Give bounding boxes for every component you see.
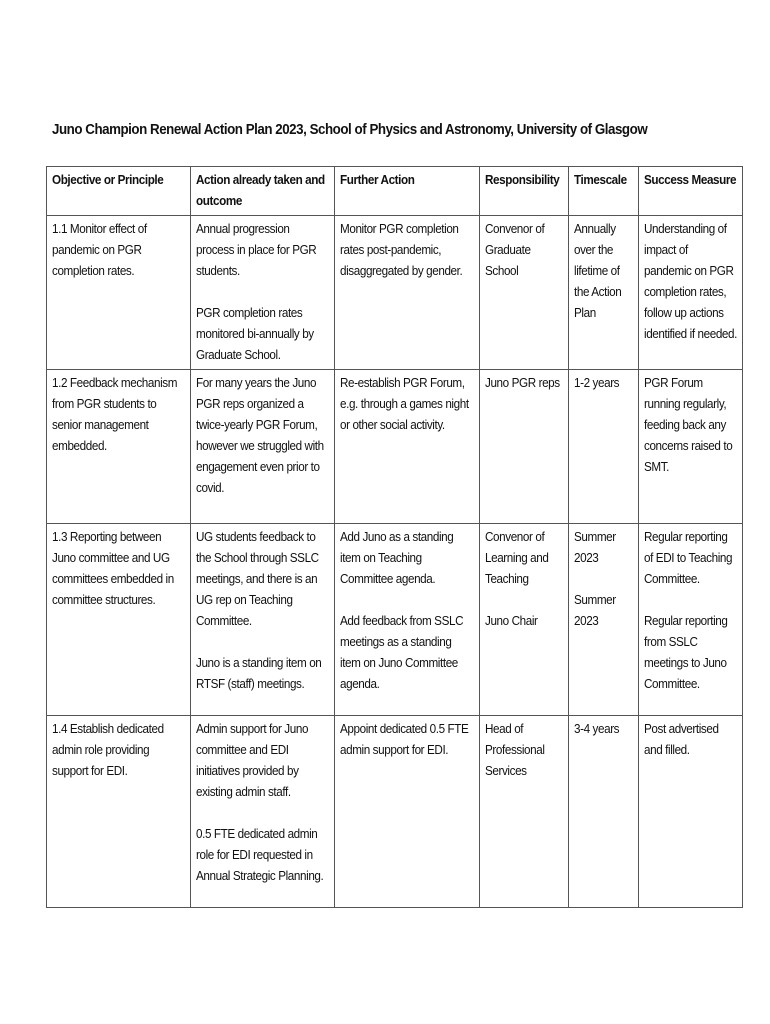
cell-responsibility: Convenor of Learning and Teaching Juno Chair [479, 524, 568, 716]
cell-further-action: Monitor PGR completion rates post-pandemic, disaggregated by gender. [335, 216, 479, 370]
cell-timescale: 1-2 years [568, 370, 638, 524]
table-row [47, 716, 743, 908]
cell-responsibility: Juno PGR reps [479, 370, 568, 524]
cell-success-measure: Post advertised and filled. [638, 716, 742, 908]
header-objective: Objective or Principle [47, 167, 191, 216]
header-further-action: Further Action [335, 167, 479, 216]
action-plan-table [46, 166, 743, 908]
cell-action-taken: Admin support for Juno committee and EDI initiatives provided by existing admin staff. 0.5 FTE dedicated admin role for EDI requested in Annual Strategic Planning. [191, 716, 335, 908]
header-timescale: Timescale [568, 167, 638, 216]
cell-action-taken: Annual progression process in place for PGR students. PGR completion rates monitored bi-annually by Graduate School. [191, 216, 335, 370]
cell-success-measure: Understanding of impact of pandemic on PGR completion rates, follow up actions identified if needed. [638, 216, 742, 370]
cell-further-action: Appoint dedicated 0.5 FTE admin support for EDI. [335, 716, 479, 908]
cell-objective: 1.4 Establish dedicated admin role providing support for EDI. [47, 716, 191, 908]
table-header-row [47, 167, 743, 216]
cell-objective: 1.1 Monitor effect of pandemic on PGR completion rates. [47, 216, 191, 370]
table-row [47, 216, 743, 370]
cell-success-measure: Regular reporting of EDI to Teaching Committee. Regular reporting from SSLC meetings to Juno Committee. [638, 524, 742, 716]
cell-further-action: Re-establish PGR Forum, e.g. through a games night or other social activity. [335, 370, 479, 524]
table-row [47, 370, 743, 524]
cell-further-action: Add Juno as a standing item on Teaching Committee agenda. Add feedback from SSLC meetings as a standing item on Juno Committee agenda. [335, 524, 479, 716]
header-action-taken: Action already taken and outcome [191, 167, 335, 216]
cell-timescale: 3-4 years [568, 716, 638, 908]
cell-responsibility: Convenor of Graduate School [479, 216, 568, 370]
cell-timescale: Annually over the lifetime of the Action Plan [568, 216, 638, 370]
document-title: Juno Champion Renewal Action Plan 2023, School of Physics and Astronomy, University of Glasgow [52, 122, 648, 138]
cell-timescale: Summer 2023 Summer 2023 [568, 524, 638, 716]
header-success-measure: Success Measure [638, 167, 742, 216]
cell-objective: 1.2 Feedback mechanism from PGR students to senior management embedded. [47, 370, 191, 524]
cell-action-taken: For many years the Juno PGR reps organized a twice-yearly PGR Forum, however we struggled with engagement even prior to covid. [191, 370, 335, 524]
cell-success-measure: PGR Forum running regularly, feeding back any concerns raised to SMT. [638, 370, 742, 524]
cell-objective: 1.3 Reporting between Juno committee and UG committees embedded in committee structures. [47, 524, 191, 716]
cell-action-taken: UG students feedback to the School through SSLC meetings, and there is an UG rep on Teaching Committee. Juno is a standing item on RTSF (staff) meetings. [191, 524, 335, 716]
header-responsibility: Responsibility [479, 167, 568, 216]
cell-responsibility: Head of Professional Services [479, 716, 568, 908]
table-row [47, 524, 743, 716]
